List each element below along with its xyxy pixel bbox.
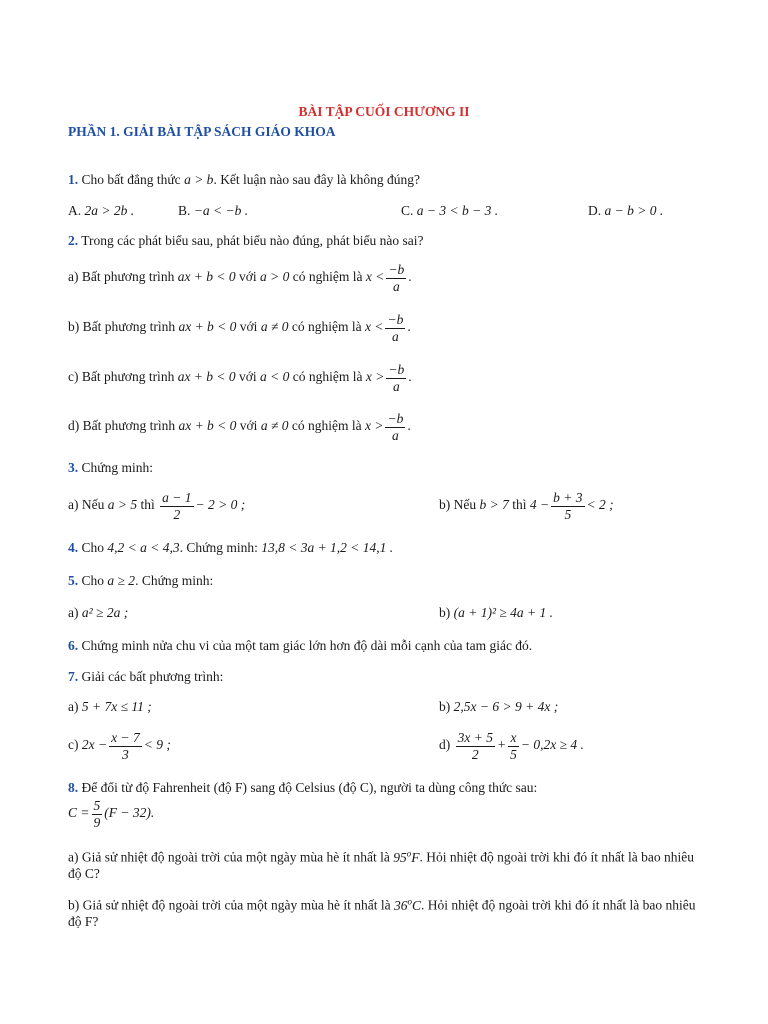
option-label: A. (68, 203, 82, 218)
fraction (386, 262, 406, 294)
q1-option-d (588, 203, 663, 220)
math-expr: a > b (184, 172, 214, 187)
temperature-value: 36 (394, 897, 408, 913)
option-label: C. (401, 203, 414, 218)
numerator: 5 (93, 798, 101, 813)
question-number: 1. (68, 172, 79, 187)
math-expr: (a + 1)² ≥ 4a + 1 . (453, 605, 554, 620)
numerator: −b (387, 411, 404, 426)
option-expr: a − b > 0 . (604, 203, 664, 218)
question-text: Chứng minh: (81, 460, 153, 475)
item-label: b) Bất phương trình (68, 319, 176, 335)
question-number: 4. (68, 540, 79, 555)
question-number: 6. (68, 638, 79, 653)
question-text: Chứng minh nửa chu vi của một tam giác lớn hơn độ dài mỗi cạnh của tam giác đó. (81, 638, 533, 653)
item-label: b) (439, 699, 451, 714)
item-word: thì (512, 497, 527, 513)
item-label: a) (68, 699, 79, 714)
math-expr: < 9 ; (143, 737, 171, 753)
q2-item-d: d) Bất phương trình ax + b < 0 với a ≠ 0 có nghiệm là x > $\frac{-b}{a}$ . (68, 411, 411, 443)
question-text: Để đổi từ độ Fahrenheit (độ F) sang độ Celsius (độ C), người ta dùng công thức sau: (81, 780, 538, 795)
math-expr: + (496, 737, 507, 753)
item-label: b) (439, 605, 451, 620)
fraction (385, 312, 405, 344)
q7-item-d (439, 730, 584, 762)
question-number: 5. (68, 573, 79, 588)
math-expr: a² ≥ 2a ; (81, 605, 129, 620)
item-label: c) (68, 737, 79, 753)
q7-item-a (68, 699, 152, 716)
math-expr: < 2 ; (586, 497, 614, 513)
q1-option-c (401, 203, 498, 220)
q5-item-b (439, 605, 553, 622)
denominator: 5 (510, 746, 517, 762)
q8-item-a (68, 848, 708, 883)
question-text: Trong các phát biểu sau, phát biểu nào đúng, phát biểu nào sai? (81, 233, 424, 248)
denominator: 9 (93, 814, 101, 830)
question-number: 7. (68, 669, 79, 684)
fraction (92, 798, 103, 830)
q3-item-b (439, 490, 614, 522)
math-expr: 2,5x − 6 > 9 + 4x ; (453, 699, 559, 714)
numerator: −b (388, 262, 405, 277)
q7-item-b (439, 699, 558, 716)
math-expr: (F − 32). (104, 805, 155, 821)
math-expr: x < (364, 319, 384, 335)
denominator: 2 (471, 746, 479, 762)
math-expr (394, 898, 421, 913)
denominator: 3 (122, 746, 129, 762)
numerator: b + 3 (553, 490, 583, 505)
item-label: a) Nếu (68, 497, 105, 513)
question-number: 2. (68, 233, 79, 248)
question-5 (68, 573, 213, 590)
q2-item-c: c) Bất phương trình ax + b < 0 với a < 0 có nghiệm là x > $\frac{-b}{a}$ . (68, 362, 412, 394)
item-label: c) Bất phương trình (68, 369, 175, 385)
numerator: x − 7 (111, 730, 140, 745)
math-expr: 4 − (529, 497, 550, 513)
item-word: thì (140, 497, 155, 513)
question-3 (68, 460, 153, 477)
question-2 (68, 233, 423, 250)
temperature-value: 95 (393, 849, 407, 865)
question-6 (68, 638, 532, 655)
item-word: với (239, 269, 257, 285)
question-text-cont: . Chứng minh: (179, 540, 258, 555)
question-4 (68, 540, 393, 557)
item-word: có nghiệm là (292, 269, 363, 285)
question-number: 8. (68, 780, 79, 795)
fraction (386, 362, 406, 394)
math-expr: ax + b < 0 (178, 418, 237, 434)
math-expr: − 2 > 0 ; (195, 497, 246, 513)
item-text: b) Giả sử nhiệt độ ngoài trời của một ngày mùa hè ít nhất là (68, 897, 391, 913)
denominator: a (392, 328, 399, 344)
q3-item-a (68, 490, 245, 522)
math-expr: 5 + 7x ≤ 11 ; (81, 699, 152, 714)
math-expr: ax + b < 0 (177, 269, 236, 285)
math-expr: 4,2 < a < 4,3 (107, 540, 180, 555)
question-1 (68, 172, 420, 189)
fraction (160, 490, 193, 522)
math-expr: − 0,2x ≥ 4 . (520, 737, 584, 753)
item-word: với (239, 319, 258, 335)
denominator: a (392, 427, 399, 443)
item-text: a) Giả sử nhiệt độ ngoài trời của một ngày mùa hè ít nhất là (68, 849, 390, 865)
item-label: d) Bất phương trình (68, 418, 176, 434)
temperature-unit: C (412, 897, 422, 913)
item-label: b) Nếu (439, 497, 477, 513)
q7-item-c (68, 730, 171, 762)
item-word: với (239, 418, 258, 434)
option-expr: a − 3 < b − 3 . (416, 203, 499, 218)
item-label: d) (439, 737, 451, 753)
item-label: a) Bất phương trình (68, 269, 175, 285)
denominator: a (392, 378, 400, 394)
question-number: 3. (68, 460, 79, 475)
degree-symbol: o (407, 896, 413, 906)
q8-formula (68, 798, 154, 830)
denominator: 2 (173, 506, 181, 522)
question-text: Cho (81, 540, 105, 555)
question-7 (68, 669, 223, 686)
math-expr: b > 7 (479, 497, 509, 513)
temperature-unit: F (411, 849, 420, 865)
fraction (109, 730, 142, 762)
math-expr: a ≥ 2 (107, 573, 136, 588)
option-label: D. (588, 203, 602, 218)
math-expr: C = (68, 805, 90, 821)
math-expr: x < (365, 269, 385, 285)
item-label: a) (68, 605, 79, 620)
item-word: với (239, 369, 257, 385)
fraction (385, 411, 405, 443)
math-expr: a > 0 (260, 269, 290, 285)
fraction (456, 730, 495, 762)
option-expr: −a < −b . (193, 203, 249, 218)
q1-option-a (68, 203, 134, 220)
math-expr: 2x − (81, 737, 108, 753)
math-expr: x > (364, 418, 384, 434)
item-word: có nghiệm là (292, 369, 363, 385)
math-expr: 13,8 < 3a + 1,2 < 14,1 . (261, 540, 394, 555)
item-text-cont: . Hỏi nhiệt độ ngoài trời khi đó ít nhất là bao nhiêu độ F? (68, 897, 696, 930)
math-expr: ax + b < 0 (177, 369, 236, 385)
option-label: B. (178, 203, 191, 218)
question-text: Cho (81, 573, 105, 588)
q2-item-b: b) Bất phương trình ax + b < 0 với a ≠ 0 có nghiệm là x < $\frac{-b}{a}$ . (68, 312, 411, 344)
option-expr: 2a > 2b . (84, 203, 135, 218)
math-expr: a ≠ 0 (260, 418, 289, 434)
math-expr (393, 850, 419, 865)
question-8 (68, 780, 537, 797)
numerator: 3x + 5 (457, 730, 493, 745)
math-expr: a ≠ 0 (260, 319, 289, 335)
item-text-cont: . Hỏi nhiệt độ ngoài trời khi đó ít nhất là bao nhiêu độ C? (68, 849, 694, 882)
fraction (551, 490, 584, 522)
section-heading: PHẦN 1. GIẢI BÀI TẬP SÁCH GIÁO KHOA (68, 124, 336, 139)
item-word: có nghiệm là (291, 418, 362, 434)
document-title: BÀI TẬP CUỐI CHƯƠNG II (298, 104, 470, 119)
q1-option-b (178, 203, 248, 220)
math-expr: x > (365, 369, 385, 385)
numerator: −b (387, 312, 404, 327)
denominator: 5 (564, 506, 572, 522)
question-text: Giải các bất phương trình: (81, 669, 224, 684)
numerator: −b (388, 362, 405, 377)
denominator: a (392, 278, 400, 294)
question-text-cont: . Kết luận nào sau đây là không đúng? (213, 172, 421, 187)
question-text-cont: . Chứng minh: (135, 573, 214, 588)
math-expr: a > 5 (107, 497, 138, 513)
numerator: x (508, 730, 519, 747)
fraction (508, 730, 519, 762)
degree-symbol: o (406, 848, 412, 858)
q5-item-a (68, 605, 128, 622)
numerator: a − 1 (162, 490, 192, 505)
q8-item-b (68, 896, 708, 931)
math-expr: ax + b < 0 (178, 319, 237, 335)
question-text: Cho bất đẳng thức (81, 172, 181, 187)
item-word: có nghiệm là (291, 319, 362, 335)
q2-item-a: a) Bất phương trình ax + b < 0 với a > 0 có nghiệm là x < $\frac{-b}{a}$ . (68, 262, 412, 294)
math-expr: a < 0 (260, 369, 290, 385)
